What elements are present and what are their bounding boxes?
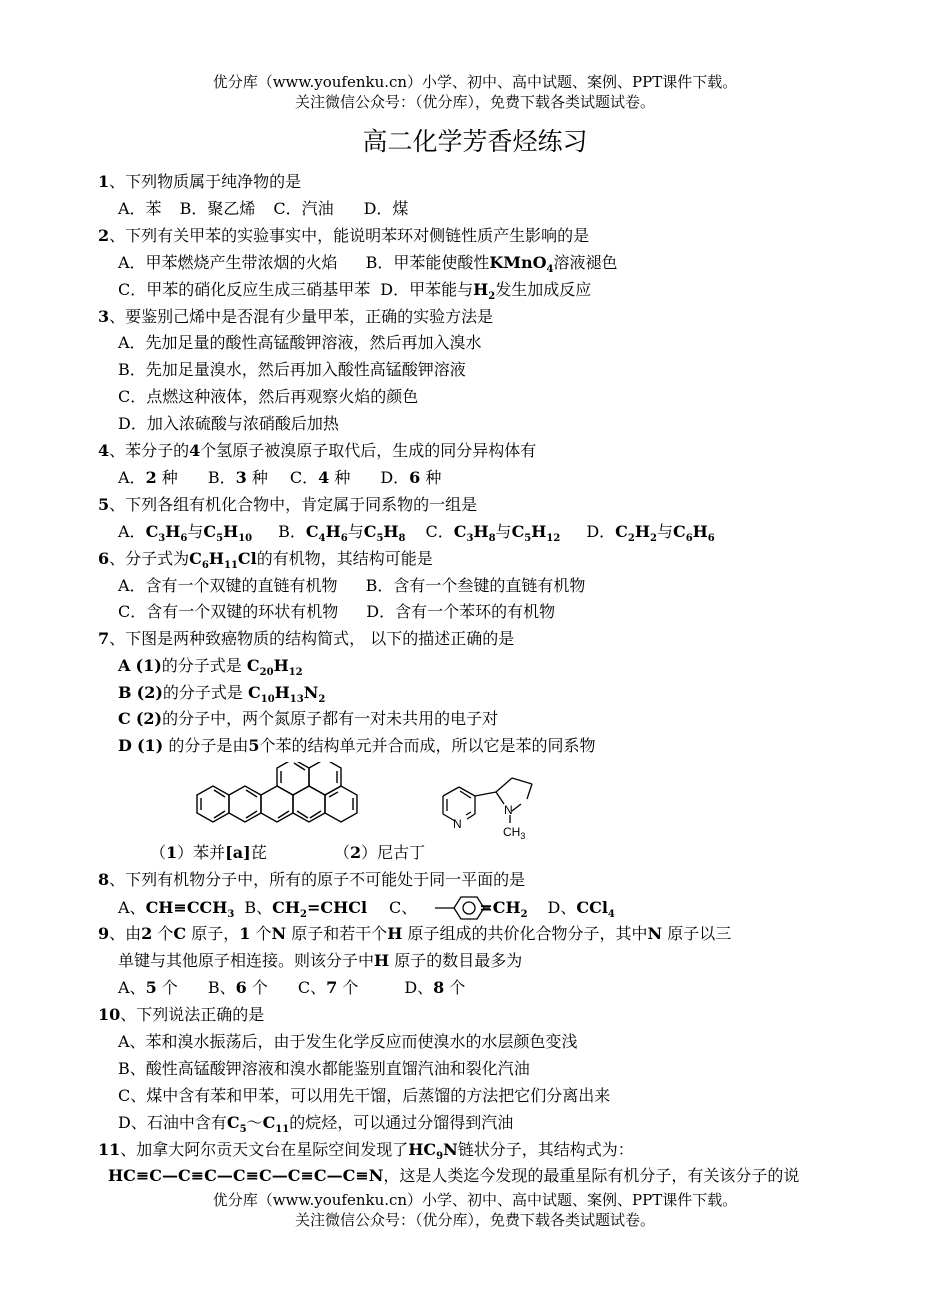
q7-option-c: C (2)的分子中，两个氮原子都有一对未共用的电子对	[118, 709, 499, 728]
q6-option-b: B．含有一个叁键的直链有机物	[365, 576, 586, 595]
q2-option-c: C．甲苯的硝化反应生成三硝基甲苯	[118, 280, 371, 299]
q4-option-c: C．4 种	[289, 468, 351, 487]
q4-option-a: A．2 种	[118, 468, 178, 487]
q8-option-c: C、 $=CH_2$	[389, 898, 528, 921]
q9-option-d: D、8 个	[404, 978, 466, 997]
q3-option-b: B．先加足量溴水，然后再加入酸性高锰酸钾溶液	[118, 360, 466, 379]
header-line-2: 关注微信公众号：（优分库），免费下载各类试题试卷。	[294, 93, 655, 111]
question-5-options	[118, 520, 715, 544]
q5-option-c: C．$C_3H_8$与$C_5H_{12}$	[425, 522, 561, 545]
q6-option-c: C．含有一个双键的环状有机物	[118, 602, 339, 621]
question-9-stem: 9、由2 个C 原子，1 个N 原子和若干个H 原子组成的共价化合物分子，其中N 原子以三	[98, 924, 732, 943]
question-9-stem-line-2: 单键与其他原子相连接。则该分子中H 原子的数目最多为	[118, 951, 523, 970]
footer-line-2: 关注微信公众号：（优分库），免费下载各类试题试卷。	[294, 1211, 655, 1229]
caption-benzopyrene: （1）苯并[a]芘	[150, 843, 267, 862]
question-2-stem: 2、下列有关甲苯的实验事实中，能说明苯环对侧链性质产生影响的是	[98, 226, 590, 245]
q8-option-d: D、CCl$_4$	[547, 898, 615, 921]
q8-option-a: A、$CH\equiv CCH_3$	[118, 898, 235, 921]
question-8-options	[118, 896, 615, 920]
question-3-stem: 3、要鉴别己烯中是否混有少量甲苯，正确的实验方法是	[98, 307, 494, 326]
q7-option-b: B (2)的分子式是 $C_{10}H_{13}N_2$	[118, 683, 326, 706]
q4-option-d: D．6 种	[380, 468, 442, 487]
q1-option-b: B．聚乙烯	[179, 199, 256, 218]
question-7-stem: 7、下图是两种致癌物质的结构简式， 以下的描述正确的是	[98, 629, 515, 648]
footer-line-1: 优分库（www.youfenku.cn）小学、初中、高中试题、案例、PPT课件下载。	[212, 1191, 738, 1209]
q10-option-b: B、酸性高锰酸钾溶液和溴水都能鉴别直馏汽油和裂化汽油	[118, 1059, 530, 1078]
q1-option-a: A．苯	[118, 199, 162, 218]
question-6-options-cd	[118, 600, 555, 624]
q3-option-a: A．先加足量的酸性高锰酸钾溶液，然后再加入溴水	[118, 333, 482, 352]
benzopyrene-structure	[190, 762, 370, 837]
pyridine-n-label: N	[453, 817, 462, 831]
question-6-options-ab	[118, 574, 585, 598]
q5-option-b: B．$C_4H_6$与$C_5H_8$	[278, 522, 406, 545]
q8-option-b: B、$CH_2=CHCl$	[244, 898, 368, 921]
question-1-stem: 1、下列物质属于纯净物的是	[98, 172, 302, 191]
q2-option-a: A．甲苯燃烧产生带浓烟的火焰	[118, 253, 338, 272]
methyl-label: $CH_3$	[503, 825, 526, 840]
q10-option-c: C、煤中含有苯和甲苯，可以用先干馏，后蒸馏的方法把它们分离出来	[118, 1086, 611, 1105]
q1-option-c: C．汽油	[273, 199, 334, 218]
q5-option-d: D．$C_2H_2$与$C_6H_6$	[586, 522, 715, 545]
q6-option-d: D．含有一个苯环的有机物	[366, 602, 556, 621]
q10-option-a: A、苯和溴水振荡后，由于发生化学反应而使溴水的水层颜色变浅	[118, 1032, 578, 1051]
q3-option-c: C．点燃这种液体，然后再观察火焰的颜色	[118, 387, 419, 406]
question-8-stem: 8、下列有机物分子中，所有的原子不可能处于同一平面的是	[98, 870, 526, 889]
question-4-options	[118, 466, 441, 490]
caption-nicotine: （2）尼古丁	[334, 843, 426, 862]
header-line-1: 优分库（www.youfenku.cn）小学、初中、高中试题、案例、PPT课件下载。	[212, 73, 738, 91]
styrene-ring-structure	[434, 894, 492, 920]
q3-option-d: D．加入浓硫酸与浓硝酸后加热	[118, 414, 339, 433]
question-2-options-ab	[118, 251, 618, 275]
question-5-stem: 5、下列各组有机化合物中，肯定属于同系物的一组是	[98, 495, 478, 514]
page-title: 高二化学芳香烃练习	[362, 127, 588, 156]
q1-option-d: D．煤	[363, 199, 409, 218]
q9-option-c: C、7 个	[297, 978, 359, 997]
question-10-stem: 10、下列说法正确的是	[98, 1005, 265, 1024]
question-11-structure-line: HC≡C—C≡C—C≡C—C≡C—C≡N，这是人类迄今发现的最重星际有机分子，有关该分子的说	[108, 1166, 800, 1185]
question-6-stem: 6、分子式为$C_6H_{11}Cl$的有机物，其结构可能是	[98, 549, 433, 572]
q7-option-a: A (1)的分子式是 $C_{20}H_{12}$	[118, 656, 303, 679]
q10-option-d: D、石油中含有$C_5\sim C_{11}$的烷烃，可以通过分馏得到汽油	[118, 1113, 514, 1136]
q9-option-b: B、6 个	[207, 978, 268, 997]
q2-option-b: B．甲苯能使酸性KMnO$_4$溶液褪色	[365, 253, 618, 276]
nicotine-structure	[435, 770, 570, 840]
q7-option-d: D (1) 的分子是由5个苯的结构单元并合而成，所以它是苯的同系物	[118, 736, 596, 755]
question-2-options-cd	[118, 278, 591, 302]
pyrrolidine-n-label: N	[504, 803, 513, 817]
question-11-stem: 11、加拿大阿尔贡天文台在星际空间发现了$HC_9N$链状分子，其结构式为：	[98, 1140, 634, 1163]
q6-option-a: A．含有一个双键的直链有机物	[118, 576, 338, 595]
q2-option-d: D．甲苯能与$H_2$发生加成反应	[380, 280, 592, 303]
question-9-options	[118, 976, 465, 1000]
q4-option-b: B．3 种	[207, 468, 268, 487]
q5-option-a: A．$C_3H_6$与$C_5H_{10}$	[118, 522, 253, 545]
question-1-options	[118, 197, 408, 221]
q9-option-a: A、5 个	[118, 978, 178, 997]
question-4-stem: 4、苯分子的4个氢原子被溴原子取代后，生成的同分异构体有	[98, 441, 537, 460]
